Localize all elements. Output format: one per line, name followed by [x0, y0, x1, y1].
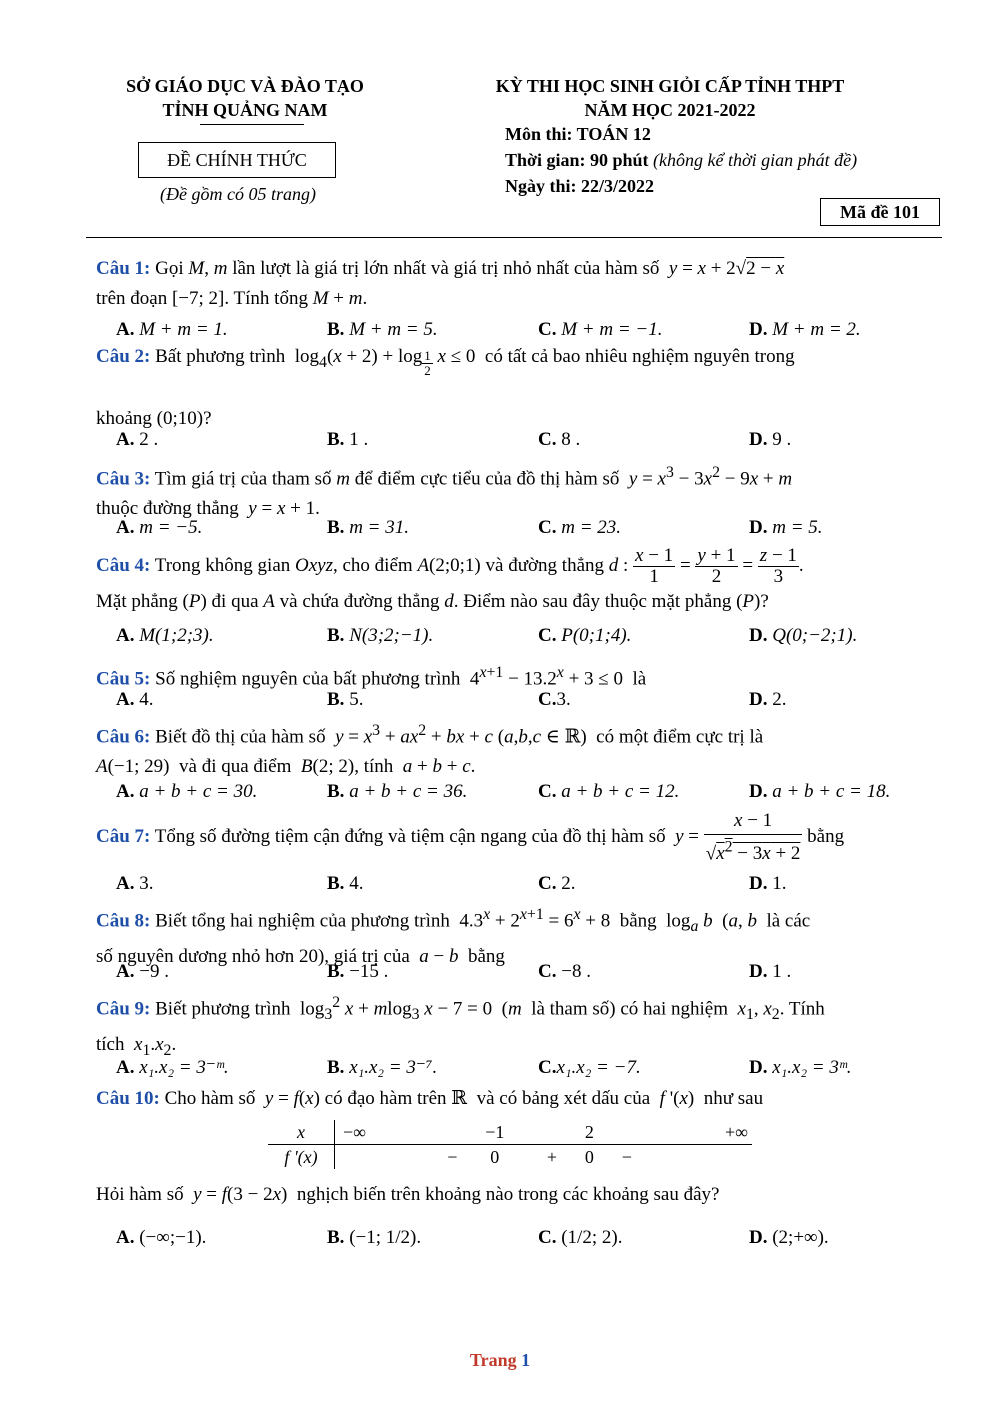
question-number: Câu 5:	[96, 668, 151, 690]
exam-title-line1: KỲ THI HỌC SINH GIỎI CẤP TỈNH THPT	[495, 76, 845, 96]
option-d[interactable]: D. Q(0;−2;1).	[749, 625, 858, 646]
question-8-options	[116, 958, 936, 986]
question-5-options	[116, 686, 936, 714]
option-d[interactable]: D. 9 .	[749, 429, 792, 450]
question-2: Câu 2: Bất phương trình $\log_4(x + 2) + \log$ $_{\frac{1}{2}}$ x ≤ 0 có tất cả bao nhiêu nghiệm nguyên trong khoảng (0;10)?	[96, 346, 795, 429]
time-note: (không kể thời gian phát đề)	[653, 150, 858, 170]
option-b[interactable]: B. x₁.x₂ = 3⁻⁷.	[327, 1057, 438, 1078]
question-2-options	[116, 426, 936, 454]
option-c[interactable]: C. (1/2; 2).	[538, 1227, 623, 1248]
option-a[interactable]: A. 4.	[116, 689, 154, 710]
question-9-options	[116, 1054, 936, 1082]
page-label: Trang	[469, 1350, 517, 1370]
question-6-options	[116, 778, 936, 806]
question-10-prompt: Hỏi hàm số y = f(3 − 2x) nghịch biến trên khoảng nào trong các khoảng sau đây?	[96, 1184, 720, 1205]
time-line: Thời gian: 90 phút (không kể thời gian phát đề)	[505, 150, 858, 170]
question-1-options	[116, 316, 936, 344]
option-c[interactable]: C. a + b + c = 12.	[538, 781, 680, 802]
exam-code-badge: Mã đề 101	[820, 198, 940, 226]
option-d[interactable]: D. 1 .	[749, 961, 792, 982]
question-4: Câu 4: Trong không gian Oxyz, cho điểm A(2;0;1) và đường thẳng d : $\frac{x - 1}{1}$ = $\frac{y + 1}{2}$ = $\frac{z - 1}{3}$ . Mặt phẳng (P) đi qua A và chứa đường thẳng d. Điểm nào sau đây thuộc mặt phẳng (P)?	[96, 545, 804, 612]
question-number: Câu 10:	[96, 1088, 160, 1109]
option-a[interactable]: A. −9 .	[116, 961, 169, 982]
question-4-options	[116, 622, 936, 650]
question-1: Câu 1: Gọi M, m lần lượt là giá trị lớn nhất và giá trị nhỏ nhất của hàm số y = x + 2√2 − x trên đoạn [−7; 2]. Tính tổng M + m.	[96, 258, 785, 309]
question-number: Câu 9:	[96, 998, 151, 1020]
question-10-options	[116, 1224, 936, 1252]
question-3-options	[116, 514, 936, 542]
option-c[interactable]: C.3.	[538, 689, 571, 710]
province-name: TỈNH QUẢNG NAM	[162, 100, 328, 120]
page-number: 1	[521, 1350, 531, 1370]
option-d[interactable]: D. a + b + c = 18.	[749, 781, 891, 802]
header-rule	[86, 237, 942, 238]
question-number: Câu 2:	[96, 346, 151, 367]
option-c[interactable]: C. m = 23.	[538, 517, 622, 538]
option-b[interactable]: B. M + m = 5.	[327, 319, 438, 340]
option-c[interactable]: C. P(0;1;4).	[538, 625, 632, 646]
option-b[interactable]: B. m = 31.	[327, 517, 409, 538]
pages-note: (Đề gồm có 05 trang)	[160, 184, 316, 204]
option-d[interactable]: D. 1.	[749, 873, 787, 894]
header-divider	[200, 124, 304, 125]
exam-title	[440, 74, 900, 122]
question-number: Câu 4:	[96, 554, 151, 576]
subject-line: Môn thi: TOÁN 12	[505, 124, 651, 144]
date-line: Ngày thi: 22/3/2022	[505, 176, 655, 196]
option-a[interactable]: A. 3.	[116, 873, 154, 894]
option-b[interactable]: B. −15 .	[327, 961, 389, 982]
option-a[interactable]: A. M(1;2;3).	[116, 625, 214, 646]
sign-table-x-row: x −∞ −1 2 +∞	[268, 1120, 752, 1145]
option-a[interactable]: A. a + b + c = 30.	[116, 781, 258, 802]
option-c[interactable]: C. 2.	[538, 873, 576, 894]
option-b[interactable]: B. 4.	[327, 873, 364, 894]
option-b[interactable]: B. a + b + c = 36.	[327, 781, 468, 802]
question-10: Câu 10: Cho hàm số y = f(x) có đạo hàm trên ℝ và có bảng xét dấu của f '(x) như sau	[96, 1088, 764, 1109]
question-number: Câu 6:	[96, 726, 151, 748]
question-number: Câu 3:	[96, 468, 151, 490]
question-7: Câu 7: Tổng số đường tiệm cận đứng và tiệm cận ngang của đồ thị hàm số y = $\frac{x - 1}{√x^2 - 3x + 2}$ bằng	[96, 810, 845, 865]
page-footer	[0, 1350, 1000, 1371]
option-b[interactable]: B. (−1; 1/2).	[327, 1227, 422, 1248]
question-number: Câu 8:	[96, 910, 151, 932]
question-number: Câu 1:	[96, 258, 151, 279]
question-3: Câu 3: Tìm giá trị của tham số m để điểm cực tiểu của đồ thị hàm số $y = x^3 - 3x^2 - 9x + m$ thuộc đường thẳng y = x + 1.	[96, 464, 793, 520]
option-a[interactable]: A. M + m = 1.	[116, 319, 228, 340]
school-year: NĂM HỌC 2021-2022	[584, 100, 756, 120]
option-c[interactable]: C. −8 .	[538, 961, 591, 982]
question-7-options	[116, 870, 936, 898]
option-b[interactable]: B. 1 .	[327, 429, 369, 450]
department-header	[85, 74, 405, 122]
question-5: Câu 5: Số nghiệm nguyên của bất phương trình $4^{x+1} - 13.2^x + 3 \le 0$ là	[96, 664, 647, 690]
sign-table	[268, 1120, 752, 1169]
option-b[interactable]: B. 5.	[327, 689, 364, 710]
option-d[interactable]: D. x₁.x₂ = 3ᵐ.	[749, 1057, 852, 1078]
option-c[interactable]: C.x₁.x₂ = −7.	[538, 1057, 641, 1078]
question-6: Câu 6: Biết đồ thị của hàm số $y = x^3 + ax^2$ + bx + c (a,b,c ∈ ℝ) có một điểm cực trị là A(−1; 29) và đi qua điểm B(2; 2), tính a + b + c.	[96, 722, 764, 778]
sign-table-derivative-row: f '(x) − 0 + 0 −	[268, 1145, 752, 1170]
option-a[interactable]: A. 2 .	[116, 429, 159, 450]
question-8: Câu 8: Biết tổng hai nghiệm của phương trình $4.3^x + 2^{x+1} = 6^x + 8$ bằng $\log_a b$ (a, b là các số nguyên dương nhỏ hơn 20), giá trị của a − b bằng	[96, 906, 811, 968]
option-a[interactable]: A. m = −5.	[116, 517, 203, 538]
option-b[interactable]: B. N(3;2;−1).	[327, 625, 434, 646]
official-badge: ĐỀ CHÍNH THỨC	[138, 142, 336, 178]
question-number: Câu 7:	[96, 826, 151, 848]
option-a[interactable]: A. (−∞;−1).	[116, 1227, 207, 1248]
option-d[interactable]: D. m = 5.	[749, 517, 823, 538]
option-d[interactable]: D. (2;+∞).	[749, 1227, 829, 1248]
option-a[interactable]: A. x₁.x₂ = 3⁻ᵐ.	[116, 1057, 229, 1078]
question-9: Câu 9: Biết phương trình $\log_3^2 x + mlog_3$ x − 7 = 0 (m là tham số) có hai nghiệm $x_1$, $x_2$. Tính tích $x_1.x_2$.	[96, 994, 825, 1059]
option-d[interactable]: D. M + m = 2.	[749, 319, 861, 340]
department-name: SỞ GIÁO DỤC VÀ ĐÀO TẠO	[126, 76, 364, 96]
option-d[interactable]: D. 2.	[749, 689, 787, 710]
option-c[interactable]: C. M + m = −1.	[538, 319, 663, 340]
option-c[interactable]: C. 8 .	[538, 429, 581, 450]
